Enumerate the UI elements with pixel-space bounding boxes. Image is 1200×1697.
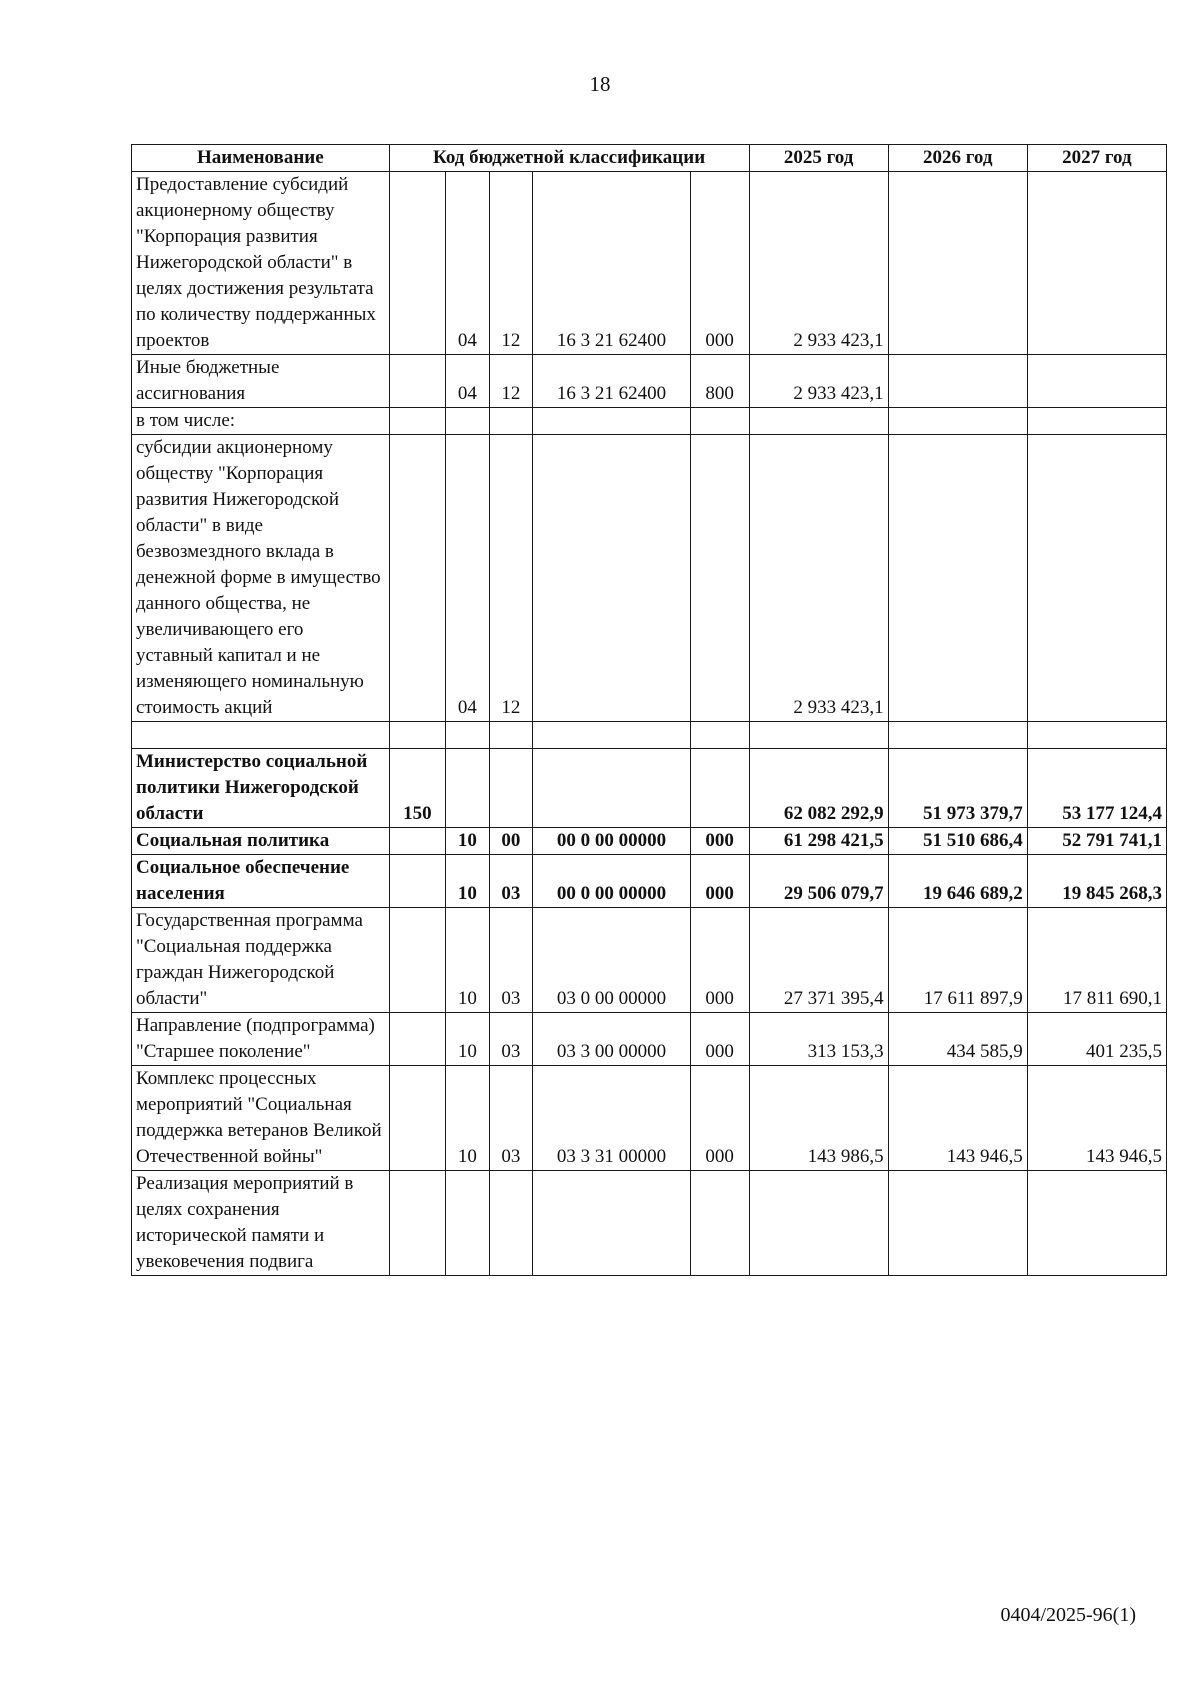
cell-target [533,749,691,828]
cell-year-2027: 143 946,5 [1027,1066,1166,1171]
cell-year-2025: 62 082 292,9 [749,749,888,828]
cell-year-2025: 29 506 079,7 [749,855,888,908]
cell-section [446,722,489,749]
cell-year-2026: 19 646 689,2 [888,855,1027,908]
cell-year-2026: 17 611 897,9 [888,908,1027,1013]
cell-expense: 800 [690,355,749,408]
cell-year-2027 [1027,722,1166,749]
cell-admin [389,355,446,408]
document-code: 0404/2025-96(1) [1000,1604,1136,1626]
table-row [132,172,1167,355]
table-body [132,172,1167,1276]
cell-year-2026 [888,355,1027,408]
cell-target: 03 3 31 00000 [533,1066,691,1171]
cell-year-2025: 2 933 423,1 [749,435,888,722]
cell-name: Иные бюджетные ассигнования [132,355,390,408]
cell-year-2025: 2 933 423,1 [749,355,888,408]
cell-year-2026: 51 510 686,4 [888,828,1027,855]
cell-year-2026 [888,172,1027,355]
cell-name: Комплекс процессных мероприятий "Социальная поддержка ветеранов Великой Отечественной войны" [132,1066,390,1171]
header-code: Код бюджетной классификации [389,145,749,172]
cell-expense: 000 [690,1013,749,1066]
cell-year-2027: 17 811 690,1 [1027,908,1166,1013]
cell-expense [690,435,749,722]
cell-section: 10 [446,1013,489,1066]
cell-target: 16 3 21 62400 [533,355,691,408]
cell-name: Социальная политика [132,828,390,855]
cell-year-2027 [1027,355,1166,408]
cell-year-2026 [888,408,1027,435]
cell-year-2026 [888,1171,1027,1276]
cell-year-2025: 27 371 395,4 [749,908,888,1013]
cell-target: 16 3 21 62400 [533,172,691,355]
header-name: Наименование [132,145,390,172]
header-2027: 2027 год [1027,145,1166,172]
table-row [132,1171,1167,1276]
table-row [132,408,1167,435]
cell-target [533,435,691,722]
cell-subsection [489,722,532,749]
table-row [132,355,1167,408]
cell-year-2026 [888,722,1027,749]
cell-subsection: 12 [489,355,532,408]
cell-section [446,408,489,435]
table-row [132,1066,1167,1171]
cell-subsection: 03 [489,855,532,908]
cell-admin [389,1013,446,1066]
table-row [132,1013,1167,1066]
cell-year-2027: 52 791 741,1 [1027,828,1166,855]
cell-expense: 000 [690,172,749,355]
table-row [132,828,1167,855]
cell-section: 10 [446,855,489,908]
cell-year-2027 [1027,408,1166,435]
cell-section: 04 [446,435,489,722]
table-row [132,908,1167,1013]
cell-expense [690,408,749,435]
cell-admin [389,1171,446,1276]
cell-subsection: 12 [489,172,532,355]
cell-year-2026: 434 585,9 [888,1013,1027,1066]
table-row [132,435,1167,722]
cell-section: 10 [446,908,489,1013]
cell-admin: 150 [389,749,446,828]
cell-target [533,408,691,435]
cell-target: 00 0 00 00000 [533,828,691,855]
cell-expense: 000 [690,1066,749,1171]
cell-name: в том числе: [132,408,390,435]
cell-admin [389,408,446,435]
cell-subsection: 00 [489,828,532,855]
header-2026: 2026 год [888,145,1027,172]
table-header-row [132,145,1167,172]
cell-year-2025: 61 298 421,5 [749,828,888,855]
budget-table [131,144,1167,1276]
cell-target [533,1171,691,1276]
cell-expense: 000 [690,908,749,1013]
cell-name [132,722,390,749]
cell-admin [389,722,446,749]
cell-subsection: 12 [489,435,532,722]
cell-expense [690,722,749,749]
cell-section: 10 [446,828,489,855]
cell-year-2026: 143 946,5 [888,1066,1027,1171]
cell-expense: 000 [690,828,749,855]
cell-expense: 000 [690,855,749,908]
cell-year-2027 [1027,1171,1166,1276]
cell-year-2025: 2 933 423,1 [749,172,888,355]
cell-year-2027: 19 845 268,3 [1027,855,1166,908]
table-row [132,855,1167,908]
cell-name: Социальное обеспечение населения [132,855,390,908]
cell-name: Направление (подпрограмма) "Старшее поколение" [132,1013,390,1066]
cell-year-2027: 401 235,5 [1027,1013,1166,1066]
cell-admin [389,172,446,355]
cell-target: 03 0 00 00000 [533,908,691,1013]
cell-name: Министерство социальной политики Нижегородской области [132,749,390,828]
cell-subsection: 03 [489,908,532,1013]
cell-admin [389,855,446,908]
cell-year-2025: 313 153,3 [749,1013,888,1066]
cell-expense [690,1171,749,1276]
cell-name: субсидии акционерному обществу "Корпорация развития Нижегородской области" в виде безвозмездного вклада в денежной форме в имущество данного общества, не увеличивающего его уставный капитал и не изменяющего номинальную стоимость акций [132,435,390,722]
cell-target: 03 3 00 00000 [533,1013,691,1066]
cell-year-2026 [888,435,1027,722]
cell-year-2027 [1027,172,1166,355]
cell-expense [690,749,749,828]
table-row [132,749,1167,828]
cell-section [446,1171,489,1276]
cell-admin [389,435,446,722]
cell-subsection [489,749,532,828]
cell-target [533,722,691,749]
cell-year-2027 [1027,435,1166,722]
cell-section: 10 [446,1066,489,1171]
cell-year-2025 [749,722,888,749]
cell-year-2026: 51 973 379,7 [888,749,1027,828]
cell-year-2025 [749,1171,888,1276]
cell-admin [389,1066,446,1171]
cell-admin [389,908,446,1013]
cell-section: 04 [446,355,489,408]
cell-name: Реализация мероприятий в целях сохранения исторической памяти и увековечения подвига [132,1171,390,1276]
cell-target: 00 0 00 00000 [533,855,691,908]
cell-subsection [489,1171,532,1276]
table-row [132,722,1167,749]
cell-year-2027: 53 177 124,4 [1027,749,1166,828]
cell-section: 04 [446,172,489,355]
cell-section [446,749,489,828]
cell-subsection: 03 [489,1013,532,1066]
cell-name: Государственная программа "Социальная поддержка граждан Нижегородской области" [132,908,390,1013]
header-2025: 2025 год [749,145,888,172]
cell-subsection: 03 [489,1066,532,1171]
cell-year-2025: 143 986,5 [749,1066,888,1171]
cell-name: Предоставление субсидий акционерному обществу "Корпорация развития Нижегородской области" в целях достижения результата по количеству поддержанных проектов [132,172,390,355]
cell-year-2025 [749,408,888,435]
cell-admin [389,828,446,855]
cell-subsection [489,408,532,435]
page-number: 18 [589,72,611,96]
